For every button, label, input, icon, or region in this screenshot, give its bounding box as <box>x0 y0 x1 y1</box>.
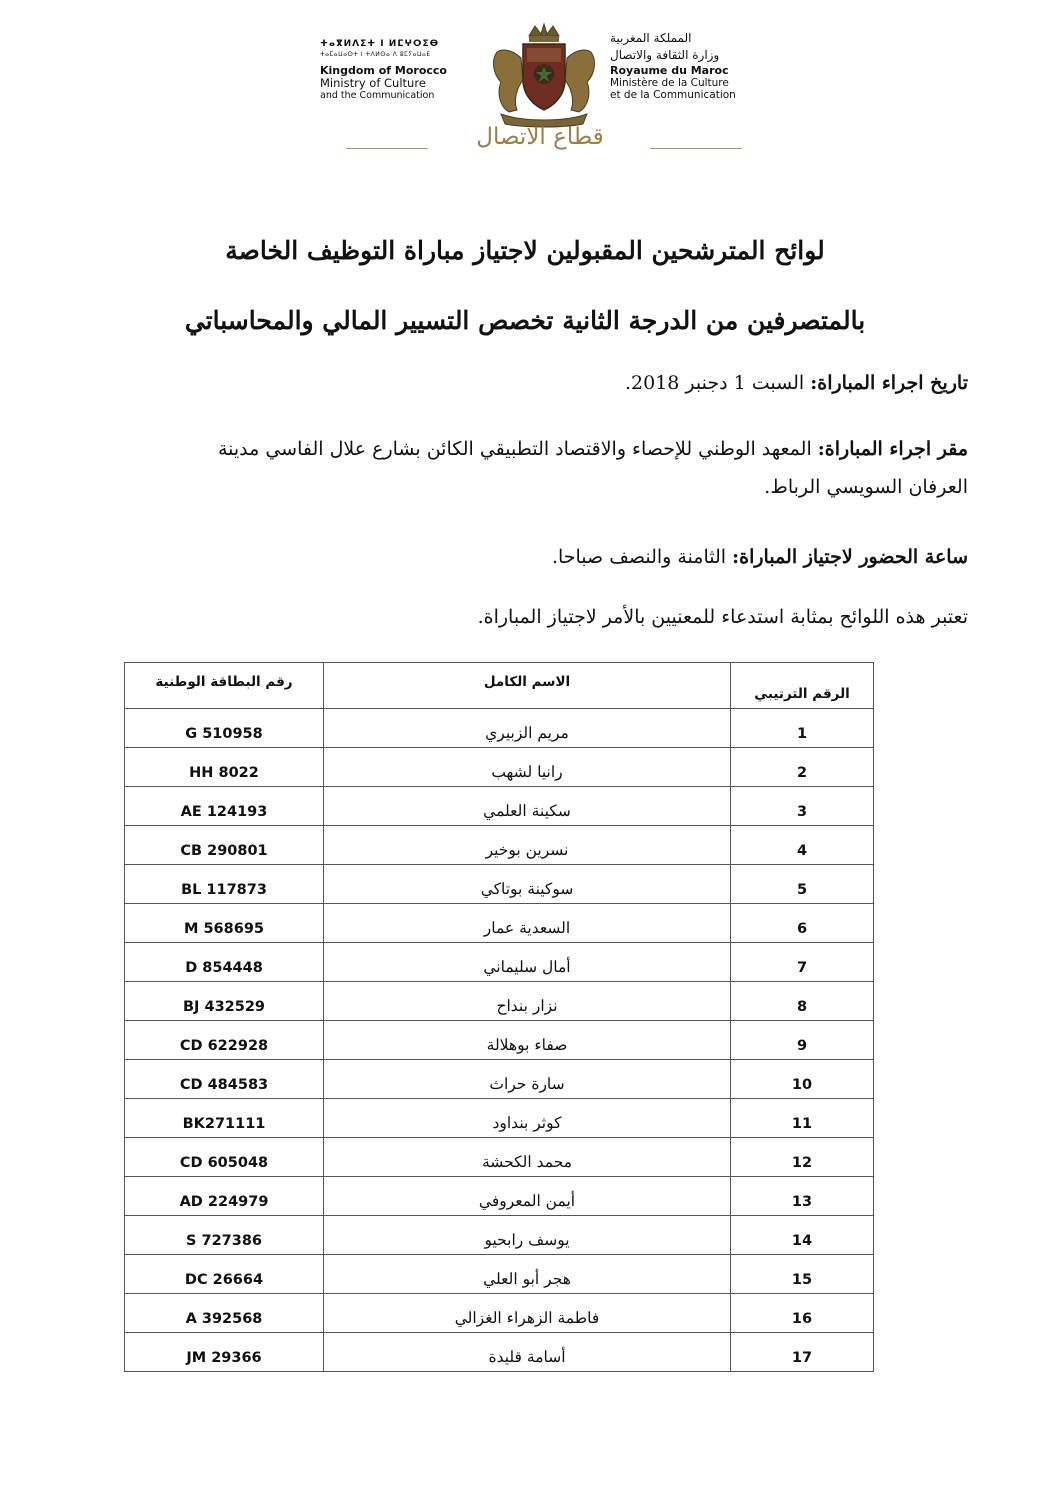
name-cell: نسرين بوخير <box>324 826 731 865</box>
name-cell: هجر أبو العلي <box>324 1255 731 1294</box>
number-cell: 4 <box>731 826 874 865</box>
table-row <box>125 1333 874 1372</box>
candidates-table <box>124 662 874 1372</box>
table-row <box>125 826 874 865</box>
exam-time-value: الثامنة والنصف صباحا. <box>551 546 727 568</box>
name-cell: سوكينة بوتاكي <box>324 865 731 904</box>
cin-cell: JM 29366 <box>125 1333 324 1372</box>
name-cell: محمد الكحشة <box>324 1138 731 1177</box>
letterhead-right <box>610 30 760 101</box>
cin-cell: BK271111 <box>125 1099 324 1138</box>
table-header-row <box>125 663 874 709</box>
header-cin: رقم البطاقة الوطنية <box>125 663 324 709</box>
cin-cell: DC 26664 <box>125 1255 324 1294</box>
letterhead-sector: قطاع الاتصال <box>476 124 604 150</box>
number-cell: 16 <box>731 1294 874 1333</box>
letterhead-ministry-ar: وزارة الثقافة والاتصال <box>610 48 720 62</box>
table-row <box>125 1294 874 1333</box>
number-cell: 9 <box>731 1021 874 1060</box>
exam-venue-value-line2: العرفان السويسي الرباط. <box>764 476 968 498</box>
letterhead-rule-left <box>346 148 428 149</box>
number-cell: 11 <box>731 1099 874 1138</box>
table-row <box>125 709 874 748</box>
convocation-note: تعتبر هذه اللوائح بمثابة استدعاء للمعنيين بالأمر لاجتياز المباراة. <box>477 606 968 628</box>
number-cell: 10 <box>731 1060 874 1099</box>
table-row <box>125 904 874 943</box>
table-row <box>125 865 874 904</box>
letterhead-kingdom-en: Kingdom of Morocco <box>320 64 447 77</box>
exam-date <box>168 364 968 402</box>
exam-venue <box>168 430 968 506</box>
letterhead-rule-right <box>650 148 742 149</box>
name-cell: كوثر بنداود <box>324 1099 731 1138</box>
exam-time-label: ساعة الحضور لاجتياز المباراة: <box>732 546 968 568</box>
name-cell: السعدية عمار <box>324 904 731 943</box>
number-cell: 12 <box>731 1138 874 1177</box>
name-cell: يوسف رابحيو <box>324 1216 731 1255</box>
number-cell: 6 <box>731 904 874 943</box>
name-cell: رانيا لشهب <box>324 748 731 787</box>
coat-of-arms-emblem <box>483 22 605 128</box>
letterhead-kingdom-ar: المملكة المغربية <box>610 31 692 45</box>
table-row <box>125 1138 874 1177</box>
cin-cell: CD 605048 <box>125 1138 324 1177</box>
number-cell: 7 <box>731 943 874 982</box>
cin-cell: S 727386 <box>125 1216 324 1255</box>
name-cell: أيمن المعروفي <box>324 1177 731 1216</box>
exam-venue-value-line1: المعهد الوطني للإحصاء والاقتصاد التطبيقي الكائن بشارع علال الفاسي مدينة <box>217 438 812 460</box>
number-cell: 15 <box>731 1255 874 1294</box>
letterhead-ministry-en: Ministry of Culture <box>320 76 426 90</box>
name-cell: أسامة قليدة <box>324 1333 731 1372</box>
letterhead-kingdom-fr: Royaume du Maroc <box>610 64 729 77</box>
number-cell: 5 <box>731 865 874 904</box>
cin-cell: D 854448 <box>125 943 324 982</box>
number-cell: 13 <box>731 1177 874 1216</box>
letterhead-left <box>320 38 480 101</box>
table-row <box>125 748 874 787</box>
name-cell: سكينة العلمي <box>324 787 731 826</box>
letterhead-communication-en: and the Communication <box>320 90 435 101</box>
header-number: الرقم الترتيبي <box>731 663 874 709</box>
letterhead-tifinagh-line2: ⵜⴰⵎⴰⵡⴰⵙⵜ ⵏ ⵜⴷⵍⵙⴰ ⴷ ⵓⵎⵢⴰⵡⴰⴹ <box>320 51 431 58</box>
name-cell: صفاء بوهلالة <box>324 1021 731 1060</box>
table-row <box>125 1255 874 1294</box>
exam-date-value: السبت 1 دجنبر 2018. <box>624 372 805 394</box>
name-cell: سارة حراث <box>324 1060 731 1099</box>
table-row <box>125 1099 874 1138</box>
cin-cell: CD 484583 <box>125 1060 324 1099</box>
exam-time <box>168 538 968 576</box>
number-cell: 2 <box>731 748 874 787</box>
document-title-line1: لوائح المترشحين المقبولين لاجتياز مباراة التوظيف الخاصة <box>225 236 825 265</box>
header-name: الاسم الكامل <box>324 663 731 709</box>
exam-venue-label: مقر اجراء المباراة: <box>817 438 968 460</box>
cin-cell: BL 117873 <box>125 865 324 904</box>
cin-cell: AD 224979 <box>125 1177 324 1216</box>
letterhead-communication-fr: et de la Communication <box>610 89 736 101</box>
letterhead-tifinagh-line1: ⵜⴰⴳⵍⴷⵉⵜ ⵏ ⵍⵎⵖⵔⵉⴱ <box>320 39 440 49</box>
document-title-line2: بالمتصرفين من الدرجة الثانية تخصص التسيير المالي والمحاسباتي <box>184 306 866 335</box>
number-cell: 14 <box>731 1216 874 1255</box>
table-row <box>125 787 874 826</box>
cin-cell: HH 8022 <box>125 748 324 787</box>
table-row <box>125 982 874 1021</box>
exam-date-label: تاريخ اجراء المباراة: <box>810 372 968 394</box>
number-cell: 8 <box>731 982 874 1021</box>
cin-cell: M 568695 <box>125 904 324 943</box>
name-cell: مريم الزبيري <box>324 709 731 748</box>
cin-cell: CD 622928 <box>125 1021 324 1060</box>
number-cell: 1 <box>731 709 874 748</box>
cin-cell: G 510958 <box>125 709 324 748</box>
table-row <box>125 1021 874 1060</box>
table-row <box>125 943 874 982</box>
table-row <box>125 1216 874 1255</box>
number-cell: 17 <box>731 1333 874 1372</box>
name-cell: نزار بنداح <box>324 982 731 1021</box>
name-cell: فاطمة الزهراء الغزالي <box>324 1294 731 1333</box>
letterhead-ministry-fr: Ministère de la Culture <box>610 77 729 89</box>
cin-cell: AE 124193 <box>125 787 324 826</box>
cin-cell: CB 290801 <box>125 826 324 865</box>
number-cell: 3 <box>731 787 874 826</box>
table-row <box>125 1177 874 1216</box>
cin-cell: BJ 432529 <box>125 982 324 1021</box>
name-cell: أمال سليماني <box>324 943 731 982</box>
table-row <box>125 1060 874 1099</box>
cin-cell: A 392568 <box>125 1294 324 1333</box>
